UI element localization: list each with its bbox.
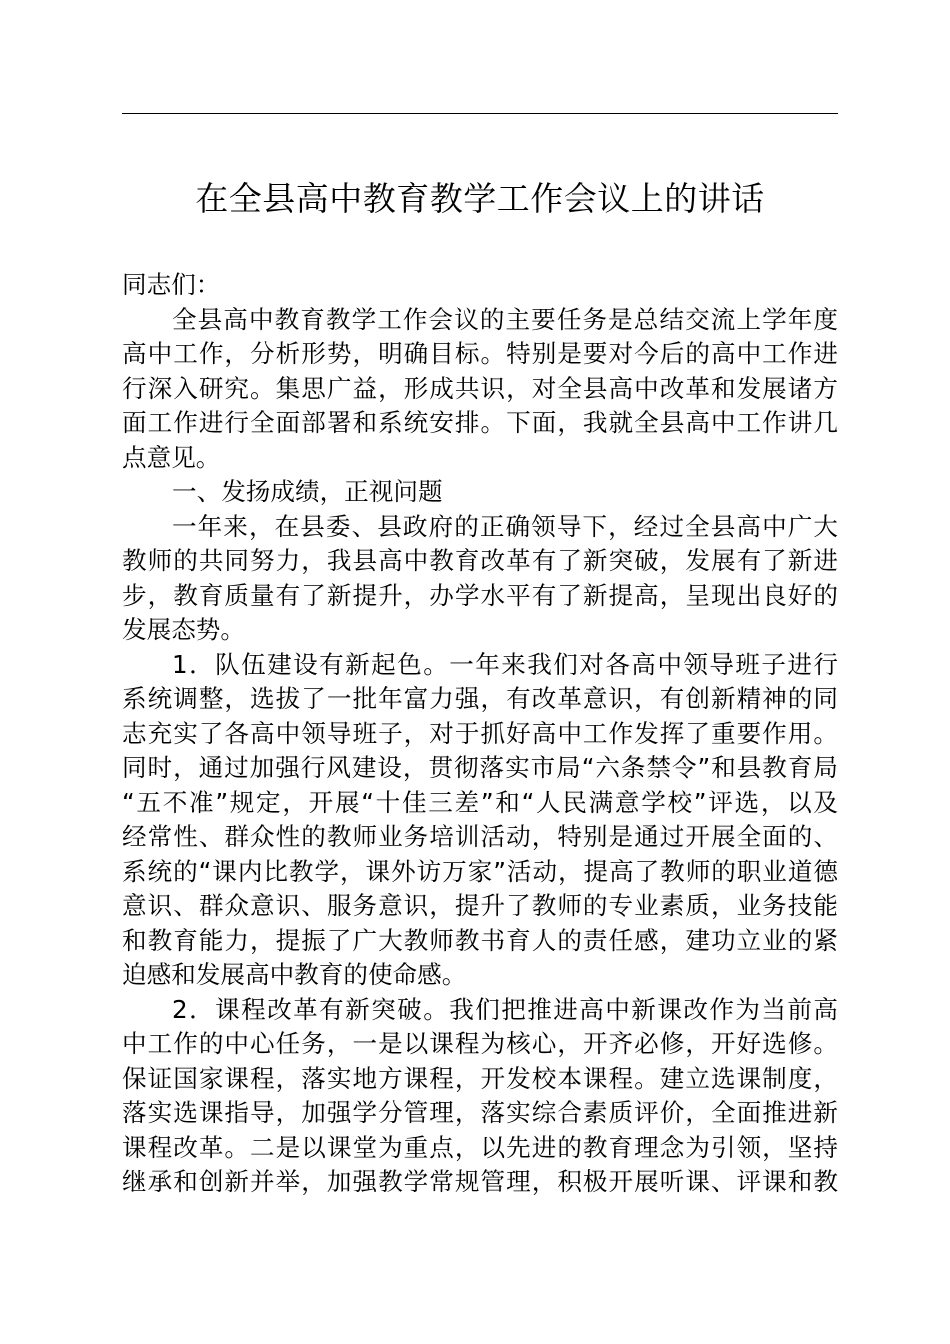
body-line: 和教育能力，提振了广大教师教书育人的责任感，建功立业的紧 <box>122 925 838 955</box>
body-line: 面工作进行全面部署和系统安排。下面，我就全县高中工作讲几 <box>122 408 838 437</box>
body-line: 经常性、群众性的教师业务培训活动，特别是通过开展全面的、 <box>122 822 838 851</box>
body-line: 中工作的中心任务，一是以课程为核心，开齐必修，开好选修。 <box>122 1029 838 1058</box>
body-line: 教师的共同努力，我县高中教育改革有了新突破，发展有了新进 <box>122 546 838 575</box>
body-line: 保证国家课程，落实地方课程，开发校本课程。建立选课制度， <box>122 1063 838 1093</box>
body-line: 同时，通过加强行风建设，贯彻落实市局“六条禁令”和县教育局 <box>122 753 838 782</box>
document-title: 在全县高中教育教学工作会议上的讲话 <box>195 179 765 218</box>
body-line: “五不准”规定，开展“十佳三差”和“人民满意学校”评选，以及 <box>122 787 838 817</box>
body-line: 点意见。 <box>122 442 221 472</box>
body-line: 继承和创新并举，加强教学常规管理，积极开展听课、评课和教 <box>122 1167 838 1196</box>
body-line: 高中工作，分析形势，明确目标。特别是要对今后的高中工作进 <box>122 339 838 368</box>
body-line: 意识、群众意识、服务意识，提升了教师的专业素质，业务技能 <box>122 891 838 920</box>
body-line: 迫感和发展高中教育的使命感。 <box>122 960 467 989</box>
header-rule <box>122 113 838 114</box>
document-body <box>122 268 838 1200</box>
body-line: 发展态势。 <box>122 615 245 644</box>
body-line: 2．课程改革有新突破。我们把推进高中新课改作为当前高 <box>172 994 838 1024</box>
body-line: 系统调整，选拔了一批年富力强，有改革意识，有创新精神的同 <box>122 684 838 713</box>
salutation: 同志们： <box>122 270 221 299</box>
body-line: 一、发扬成绩，正视问题 <box>172 477 443 506</box>
body-line: 课程改革。二是以课堂为重点，以先进的教育理念为引领，坚持 <box>122 1132 838 1162</box>
body-line: 志充实了各高中领导班子，对于抓好高中工作发挥了重要作用。 <box>122 718 838 748</box>
body-line: 1．队伍建设有新起色。一年来我们对各高中领导班子进行 <box>172 649 838 679</box>
body-line: 步，教育质量有了新提升，办学水平有了新提高，呈现出良好的 <box>122 580 838 610</box>
body-line: 落实选课指导，加强学分管理，落实综合素质评价，全面推进新 <box>122 1098 838 1127</box>
body-line: 全县高中教育教学工作会议的主要任务是总结交流上学年度 <box>172 304 838 334</box>
body-line: 系统的“课内比教学，课外访万家”活动，提高了教师的职业道德 <box>122 856 838 886</box>
body-line: 一年来，在县委、县政府的正确领导下，经过全县高中广大 <box>172 511 838 541</box>
body-line: 行深入研究。集思广益，形成共识，对全县高中改革和发展诸方 <box>122 373 838 403</box>
